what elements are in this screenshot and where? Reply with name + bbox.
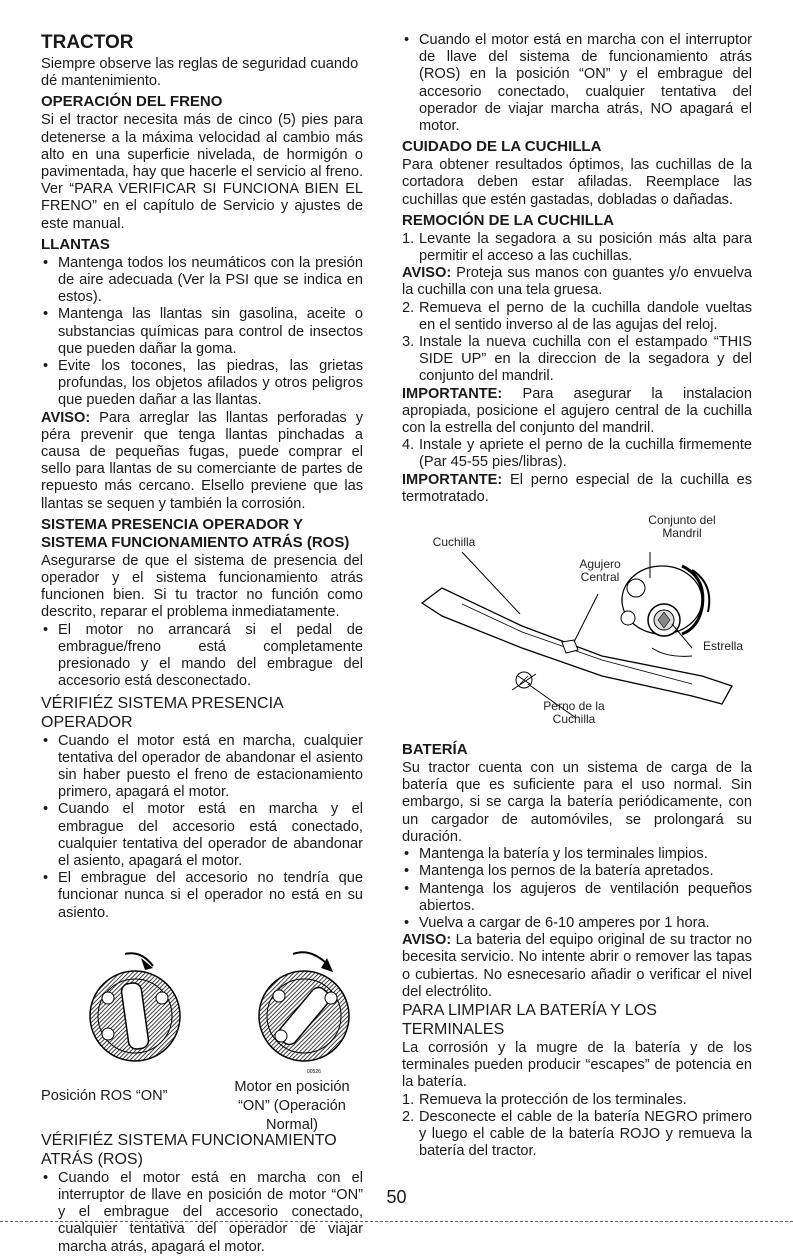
step-text: Remueva la protección de los terminales.	[419, 1091, 687, 1108]
note-label: IMPORTANTE:	[402, 385, 503, 402]
tires-note	[41, 410, 363, 513]
step-text: Levante la segadora a su posición más alta para permitir el acceso a las cuchillas.	[419, 230, 752, 265]
note-text: La bateria del equipo original de su tractor no becesita servicio. No intente abrir o remover las tapas o cubiertas. No esnecesario añadir o verificar el nivel del electrólito.	[402, 932, 752, 1000]
label-conjunto-mandril: Conjunto del Mandril	[648, 513, 716, 541]
left-column	[41, 32, 363, 1256]
list-item: 1. Levante la segadora a su posición más alta para permitir el acceso a las cuchillas.	[402, 230, 752, 265]
heading-verify-operator: VÉRIFIÉZ SISTEMA PRESENCIA OPERADOR	[41, 694, 283, 731]
heading-brake: OPERACIÓN DEL FRENO	[41, 93, 223, 111]
list-item: 1. Remueva la protección de los terminales.	[402, 1091, 687, 1108]
caption-ros-on: Posición ROS “ON”	[41, 1087, 168, 1104]
key-switch-illustration	[41, 928, 363, 1078]
page-bottom-rule	[0, 1221, 793, 1222]
note-label: AVISO:	[402, 265, 452, 282]
list-item: • El embrague del accesorio no tendría que funcionar nunca si el operador no está en su asiento.	[41, 870, 363, 922]
verify-ros-list	[41, 1170, 363, 1256]
motor-on-switch	[259, 952, 349, 1075]
note-label: IMPORTANTE:	[402, 471, 503, 488]
blade-steps-2	[402, 300, 752, 386]
battery-text: Su tractor cuenta con un sistema de carga de la batería que es suficiente para el uso normal. Sin embargo, si se carga la batería periódicamente, con un cargador de automóviles, se prolongará su duración.	[402, 760, 752, 845]
battery-note	[402, 932, 752, 1001]
list-item: 2. Remueva el perno de la cuchilla dandole vueltas en el sentido inverso al de las agujas del reloj.	[402, 299, 752, 333]
list-item: • El motor no arrancará si el pedal de embrague/freno está completamente presionado y el mando del embrague del accesorio está desconectado.	[41, 622, 363, 691]
important-note-2	[402, 472, 752, 506]
list-item: • Mantenga todos los neumáticos con la presión de aire adecuada (Ver la PSI que se indica en estos).	[41, 255, 363, 307]
note-text: Para asegurar la instalacion apropiada, posicione el agujero central de la cuchilla con la estrella del conjunto del mandril.	[402, 385, 752, 437]
step-text: Desconecte el cable de la batería NEGRO primero y luego el cable de la batería ROJO y remueva la batería del tractor.	[419, 1108, 752, 1160]
list-item: • Cuando el motor está en marcha y el embrague del accesorio está conectado, cualquier tentativa del operador de abandonar el asiento, apagará el motor.	[41, 801, 363, 870]
list-item: • Cuando el motor está en marcha, cualquier tentativa del operador de abandonar el asiento sin haber puesto el freno de estacionamiento primero, apagará el motor.	[41, 733, 363, 802]
intro-text: Siempre observe las reglas de seguridad cuando dé mantenimiento.	[41, 56, 359, 90]
blade-aviso	[402, 265, 752, 299]
page-number: 50	[386, 1187, 407, 1207]
list-item: 4. Instale y apriete el perno de la cuchilla firmemente (Par 45-55 pies/libras).	[402, 437, 752, 471]
ros-on-switch	[90, 953, 180, 1061]
important-note-1	[402, 386, 752, 438]
right-column	[402, 32, 752, 1160]
spindle-assembly	[621, 566, 709, 656]
heading-blade-removal: REMOCIÓN DE LA CUCHILLA	[402, 211, 614, 229]
blade-care-text: Para obtener resultados óptimos, las cuchillas de la cortadora deben estar afiladas. Reemplace las cuchillas que estén gastadas, dobladas o dañadas.	[402, 157, 752, 208]
step-text: Instale y apriete el perno de la cuchilla firmemente (Par 45-55 pies/libras).	[419, 437, 752, 471]
clean-steps	[402, 1092, 752, 1161]
note-text: Para arreglar las llantas perforadas y péra prevenir que tenga llantas pinchadas a causa de pequeñas fugas, puede comprar el sello para llantas de su comerciante de partes de repuesto más cercano. Elsello previene que las llantas se sequen y también la corrosión.	[41, 409, 363, 512]
note-text: El perno especial de la cuchilla es termotratado.	[402, 471, 752, 505]
key-switch-figure	[41, 928, 363, 1133]
top-list	[402, 32, 752, 135]
list-item: • Evite los tocones, las piedras, las grietas profundas, los objetos afilados y otros peligros que pueden dañar a las llantas.	[41, 358, 363, 410]
heading-tires: LLANTAS	[41, 235, 110, 253]
ros-text: Asegurarse de que el sistema de presencia del operador y el sistema funcionamiento atrás funcionen bien. Si tu tractor no función como descrito, reparar el problema inmediatamente.	[41, 552, 363, 621]
caption-motor-on: Motor en posición “ON” (Operación Normal)	[234, 1078, 350, 1133]
note-label: AVISO:	[41, 409, 91, 426]
ros-list	[41, 622, 363, 691]
list-item: • Mantenga las llantas sin gasolina, aceite o substancias químicas para control de insectos que pueden dañar la goma.	[41, 306, 363, 358]
heading-blade-care: CUIDADO DE LA CUCHILLA	[402, 138, 602, 156]
label-perno-cuchilla: Perno de la Cuchilla	[543, 699, 605, 727]
list-item: • Cuando el motor está en marcha con el interruptor de llave del sistema de funcionamiento atrás (ROS) en la posición “ON” y el embrague del accesorio conectado, cualquier tentativa del operador de viajar marcha atrás, NO apagará el motor.	[402, 32, 752, 135]
section-title-tractor: TRACTOR	[41, 32, 134, 53]
label-cuchilla: Cuchilla	[432, 535, 476, 550]
heading-clean-battery: PARA LIMPIAR LA BATERÍA Y LOS TERMINALES	[402, 1001, 657, 1038]
brake-text: Si el tractor necesita más de cinco (5) pies para detenerse a la máxima velocidad al cambio más alto en una superficie nivelada, de hormigón o pavimentada, hay que hacerle el servicio al freno. Ver “PARA VERIFICAR SI FUNCIONA BIEN EL FRENO” en el capítulo de Servicio y ajustes de este manual.	[41, 112, 363, 232]
clean-text: La corrosión y la mugre de la batería y de los terminales pueden producir “escapes” de potencia en la batería.	[402, 1039, 752, 1091]
blade-steps-3	[402, 437, 752, 471]
label-agujero-central: Agujero Central	[579, 557, 621, 585]
heading-battery: BATERÍA	[402, 741, 468, 759]
verify-list	[41, 733, 363, 922]
note-label: AVISO:	[402, 932, 452, 949]
battery-list	[402, 846, 752, 932]
list-item: • Mantenga los pernos de la batería apretados.	[402, 863, 752, 880]
list-item: 3. Instale la nueva cuchilla con el estampado “THIS SIDE UP” en la direccion de la segadora y del conjunto del mandril.	[402, 334, 752, 385]
blade-figure	[402, 508, 752, 738]
list-item: • Vuelva a cargar de 6-10 amperes por 1 hora.	[402, 915, 752, 932]
heading-ros-system: SISTEMA PRESENCIA OPERADOR Y SISTEMA FUNCIONAMIENTO ATRÁS (ROS)	[41, 515, 350, 551]
list-item: • Mantenga la batería y los terminales limpios.	[402, 846, 752, 863]
list-item: 2. Desconecte el cable de la batería NEGRO primero y luego el cable de la batería ROJO y remueva la batería del tractor.	[402, 1108, 752, 1160]
list-item: • Mantenga los agujeros de ventilación pequeños abiertos.	[402, 881, 752, 915]
list-item: • Cuando el motor está en marcha con el interruptor de llave en posición de motor “ON” y el embrague del accesorio conectado, cualquier tentativa del operador de viajar marcha atrás, apagará el motor.	[41, 1170, 363, 1256]
blade-steps	[402, 231, 752, 265]
label-estrella: Estrella	[702, 639, 743, 654]
figure-code: 00526	[307, 1068, 321, 1075]
step-text: Instale la nueva cuchilla con el estampado “THIS SIDE UP” en la direccion de la segadora y del conjunto del mandril.	[419, 334, 752, 385]
step-text: Remueva el perno de la cuchilla dandole vueltas en el sentido inverso al de las agujas del reloj.	[419, 299, 752, 333]
tires-list	[41, 255, 363, 410]
note-text: Proteja sus manos con guantes y/o envuelva la cuchilla con una tela gruesa.	[402, 265, 752, 299]
heading-verify-ros: VÉRIFIÉZ SISTEMA FUNCIONAMIENTO ATRÁS (ROS)	[41, 1131, 337, 1168]
